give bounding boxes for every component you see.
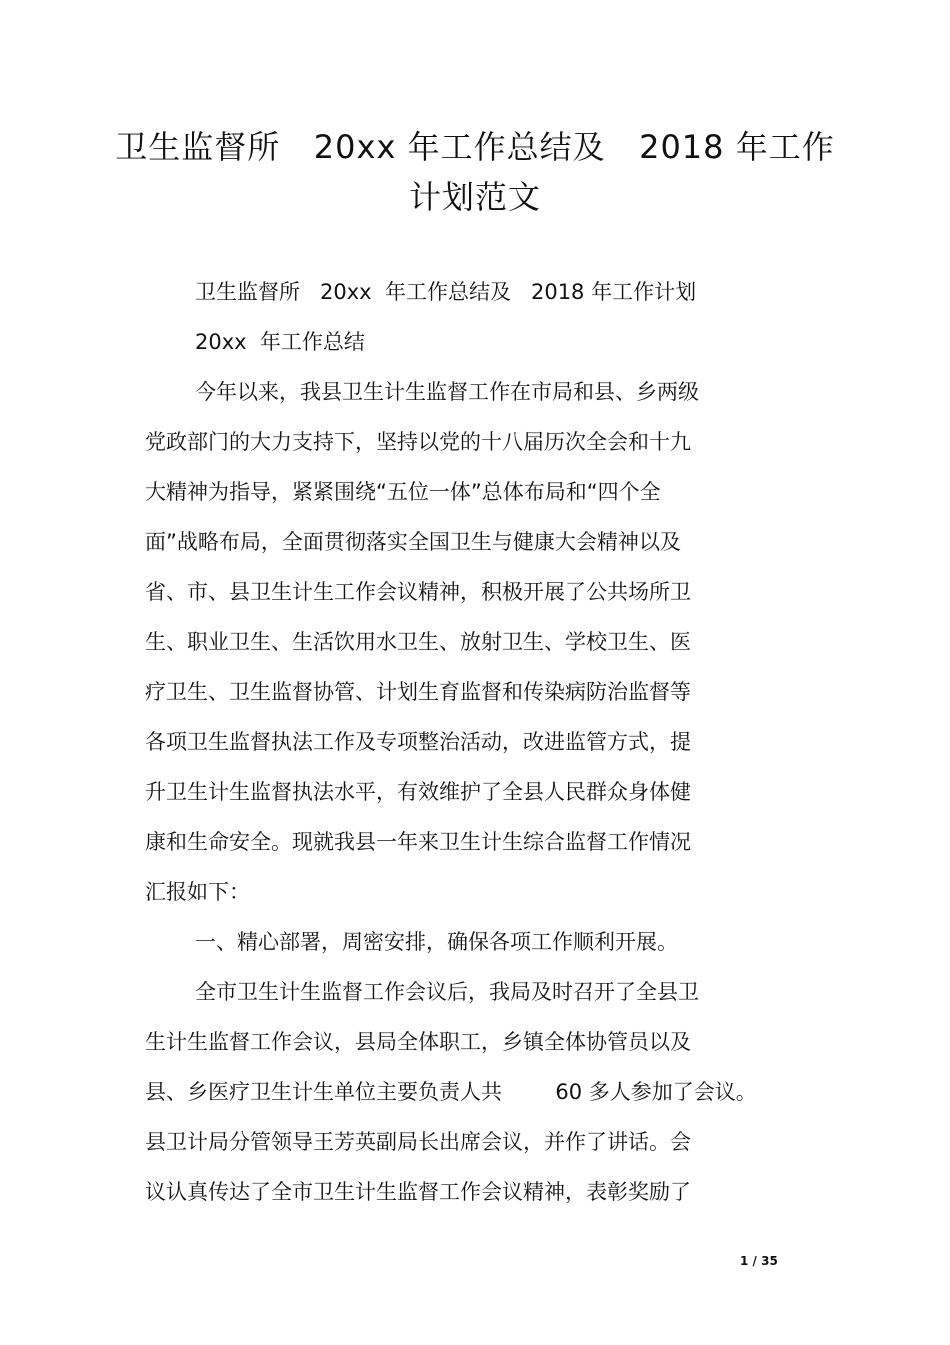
body-text-line: 党政部门的大力支持下，坚持以党的十八届历次全会和十九: [145, 430, 691, 454]
body-text-line: 大精神为指导，紧紧围绕“五位一体”总体布局和“四个全: [145, 480, 661, 504]
section-heading: 20xx 年工作总结: [195, 330, 365, 354]
body-text-line: 县、乡医疗卫生计生单位主要负责人共 60 多人参加了会议。: [145, 1080, 757, 1104]
body-text-line: 生、职业卫生、生活饮用水卫生、放射卫生、学校卫生、医: [145, 630, 691, 654]
body-text-line: 议认真传达了全市卫生计生监督工作会议精神，表彰奖励了: [145, 1180, 691, 1204]
body-text-line: 省、市、县卫生计生工作会议精神，积极开展了公共场所卫: [145, 580, 691, 604]
body-text-line: 生计生监督工作会议，县局全体职工，乡镇全体协管员以及: [145, 1030, 691, 1054]
body-text-line: 县卫计局分管领导王芳英副局长出席会议，并作了讲话。会: [145, 1130, 691, 1154]
body-text-line: 康和生命安全。现就我县一年来卫生计生综合监督工作情况: [145, 830, 691, 854]
page-number: 1 / 35: [740, 1254, 778, 1268]
document-title-line-1: 卫生监督所 20xx 年工作总结及 2018 年工作: [115, 128, 835, 166]
section-heading: 一、精心部署，周密安排，确保各项工作顺利开展。: [195, 930, 678, 954]
body-text-line: 全市卫生计生监督工作会议后，我局及时召开了全县卫: [195, 980, 699, 1004]
body-text-line: 今年以来，我县卫生计生监督工作在市局和县、乡两级: [195, 380, 699, 404]
body-text-line: 面”战略布局，全面贯彻落实全国卫生与健康大会精神以及: [145, 530, 681, 554]
document-title-line-2: 计划范文: [408, 178, 541, 216]
body-text-line: 升卫生计生监督执法水平，有效维护了全县人民群众身体健: [145, 780, 691, 804]
body-text-line: 各项卫生监督执法工作及专项整治活动，改进监管方式，提: [145, 730, 691, 754]
subtitle-line: 卫生监督所 20xx 年工作总结及 2018 年工作计划: [195, 280, 697, 304]
body-text-line: 汇报如下：: [145, 880, 250, 904]
body-text-line: 疗卫生、卫生监督协管、计划生育监督和传染病防治监督等: [145, 680, 691, 704]
